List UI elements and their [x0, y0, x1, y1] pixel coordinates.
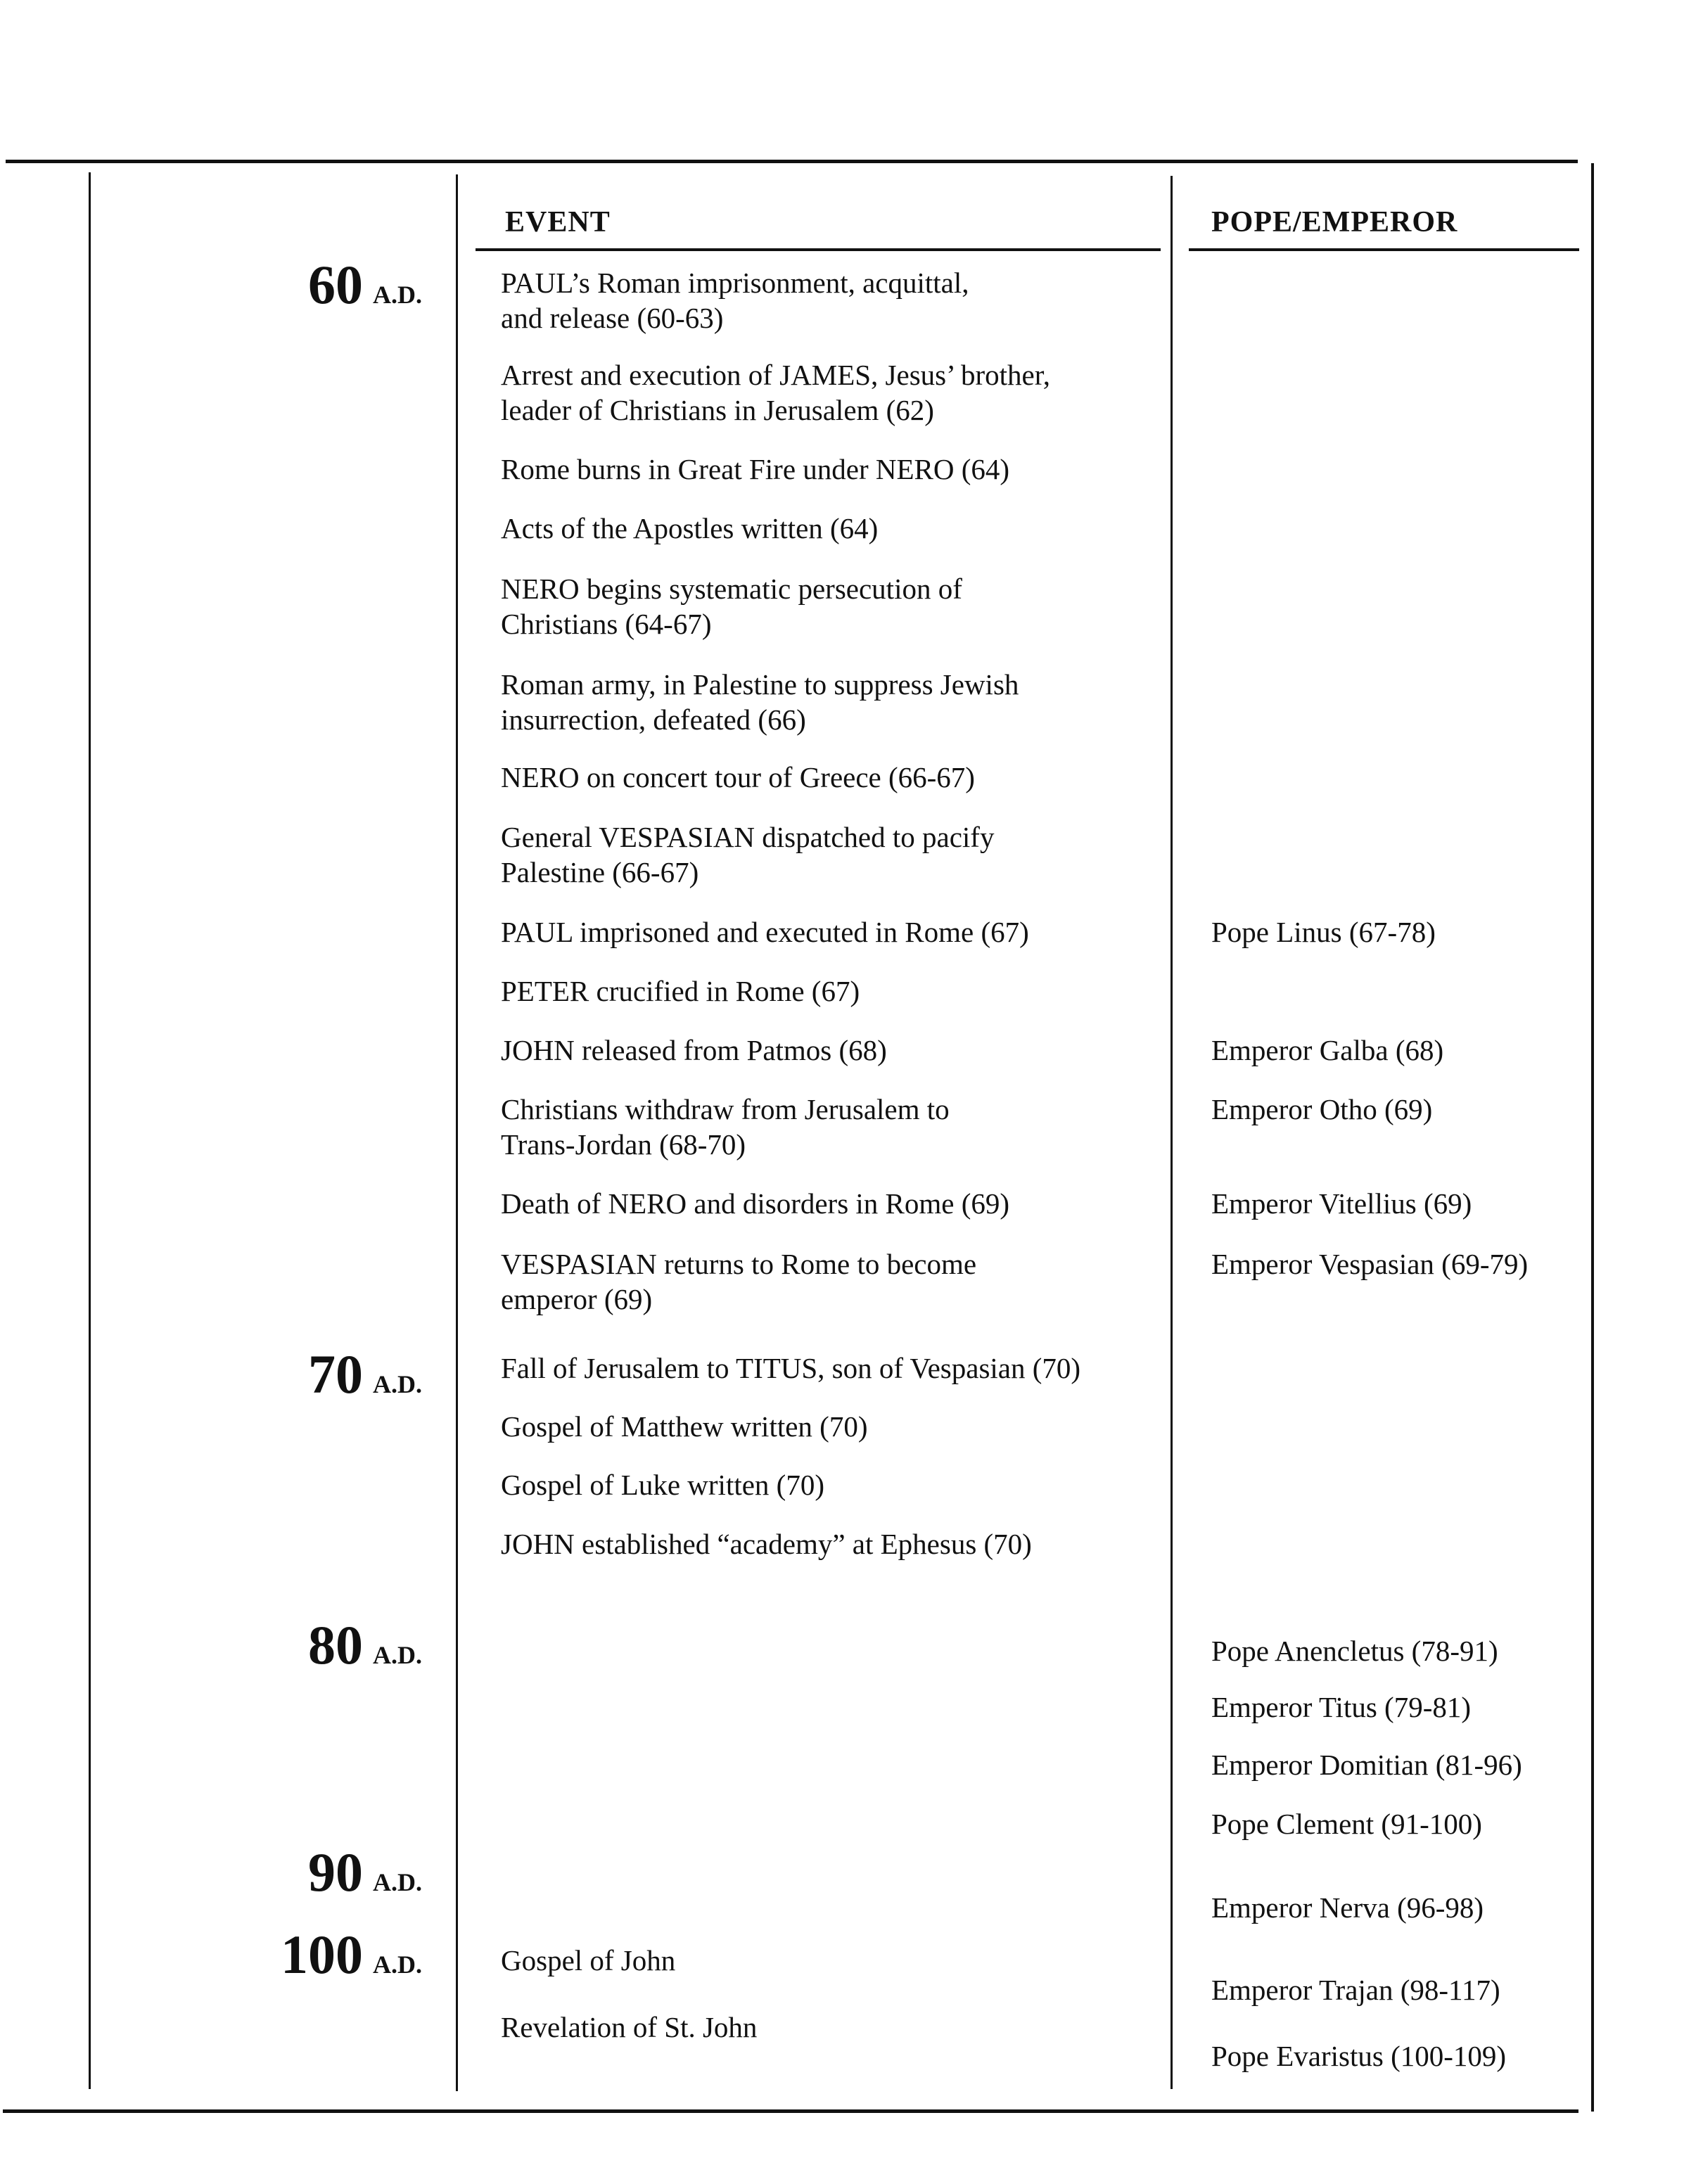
decade-number: 60 [308, 254, 363, 315]
event-line: General VESPASIAN dispatched to pacify [501, 821, 995, 853]
event-line: NERO on concert tour of Greece (66-67) [501, 761, 975, 793]
event-line: Rome burns in Great Fire under NERO (64) [501, 453, 1010, 485]
event-line: Roman army, in Palestine to suppress Jewish [501, 668, 1019, 701]
decade-marker [0, 1841, 422, 1903]
decade-marker [0, 1343, 422, 1405]
decade-suffix: A.D. [373, 1641, 422, 1669]
ruler-entry: Emperor Vitellius (69) [1211, 1187, 1472, 1220]
event-entry [501, 357, 1162, 428]
decade-suffix: A.D. [373, 1370, 422, 1398]
event-line: Christians withdraw from Jerusalem to [501, 1093, 950, 1125]
event-column-header: EVENT [505, 206, 611, 238]
event-header-underline [476, 248, 1161, 251]
event-line: PAUL imprisoned and executed in Rome (67) [501, 916, 1029, 948]
event-entry [501, 1943, 1162, 1978]
event-line: Fall of Jerusalem to TITUS, son of Vespasian (70) [501, 1352, 1081, 1384]
ruler-entry: Pope Linus (67-78) [1211, 916, 1436, 948]
top-rule [6, 160, 1578, 163]
event-entry [501, 452, 1162, 487]
event-line: and release (60-63) [501, 302, 724, 334]
decade-suffix: A.D. [373, 281, 422, 309]
event-entry [501, 973, 1162, 1009]
event-entry [501, 1186, 1162, 1221]
ruler-entry: Emperor Trajan (98-117) [1211, 1974, 1500, 2006]
event-line: Christians (64-67) [501, 608, 712, 640]
ruler-entry: Pope Clement (91-100) [1211, 1808, 1482, 1840]
event-entry [501, 1092, 1162, 1162]
event-line: NERO begins systematic persecution of [501, 573, 962, 605]
event-line: Gospel of Luke written (70) [501, 1469, 824, 1501]
event-line: Death of NERO and disorders in Rome (69) [501, 1187, 1010, 1220]
event-line: emperor (69) [501, 1283, 653, 1315]
event-entry [501, 1409, 1162, 1444]
ruler-entry: Pope Evaristus (100-109) [1211, 2040, 1507, 2072]
decade-marker [0, 1614, 422, 1675]
event-entry [501, 760, 1162, 795]
event-entry [501, 511, 1162, 546]
ruler-entry: Emperor Galba (68) [1211, 1034, 1444, 1066]
event-entry [501, 1033, 1162, 1068]
decade-number: 80 [308, 1614, 363, 1675]
bottom-rule [3, 2109, 1578, 2113]
decade-number: 70 [308, 1343, 363, 1405]
decade-suffix: A.D. [373, 1868, 422, 1896]
ruler-entry: Emperor Vespasian (69-79) [1211, 1248, 1529, 1280]
pope-emperor-column-header: POPE/EMPEROR [1211, 206, 1458, 238]
ruler-entry: Pope Anencletus (78-91) [1211, 1635, 1498, 1667]
event-entry [501, 1246, 1162, 1317]
event-entry [501, 571, 1162, 641]
event-line: Revelation of St. John [501, 2011, 758, 2043]
ruler-entry: Emperor Otho (69) [1211, 1093, 1433, 1125]
event-entry [501, 265, 1162, 336]
ruler-entry: Emperor Nerva (96-98) [1211, 1891, 1484, 1924]
ruler-entry: Emperor Domitian (81-96) [1211, 1749, 1522, 1781]
event-line: Palestine (66-67) [501, 856, 699, 888]
ruler-entry: Emperor Titus (79-81) [1211, 1691, 1471, 1723]
year-event-divider [456, 174, 458, 2091]
event-line: JOHN established “academy” at Ephesus (70) [501, 1528, 1032, 1560]
event-line: Gospel of John [501, 1944, 676, 1977]
event-line: PETER crucified in Rome (67) [501, 975, 860, 1007]
event-line: PAUL’s Roman imprisonment, acquittal, [501, 267, 969, 299]
event-entry [501, 2010, 1162, 2045]
event-line: leader of Christians in Jerusalem (62) [501, 394, 934, 426]
event-line: Arrest and execution of JAMES, Jesus’ brother, [501, 359, 1050, 391]
event-line: VESPASIAN returns to Rome to become [501, 1248, 977, 1280]
event-entry [501, 1350, 1162, 1386]
decade-number: 90 [308, 1841, 363, 1903]
event-line: Acts of the Apostles written (64) [501, 512, 879, 544]
left-column-divider [89, 172, 91, 2089]
event-line: insurrection, defeated (66) [501, 703, 806, 736]
event-entry [501, 819, 1162, 890]
event-entry [501, 914, 1162, 950]
event-entry [501, 667, 1162, 737]
event-line: Gospel of Matthew written (70) [501, 1410, 868, 1443]
event-line: Trans-Jordan (68-70) [501, 1128, 746, 1161]
decade-suffix: A.D. [373, 1950, 422, 1979]
decade-number: 100 [281, 1924, 363, 1985]
pope-emperor-header-underline [1189, 248, 1579, 251]
event-ruler-divider [1170, 176, 1173, 2089]
decade-marker [0, 1924, 422, 1985]
event-entry [501, 1526, 1162, 1562]
event-line: JOHN released from Patmos (68) [501, 1034, 887, 1066]
decade-marker [0, 254, 422, 315]
event-entry [501, 1467, 1162, 1502]
right-border [1591, 163, 1594, 2112]
